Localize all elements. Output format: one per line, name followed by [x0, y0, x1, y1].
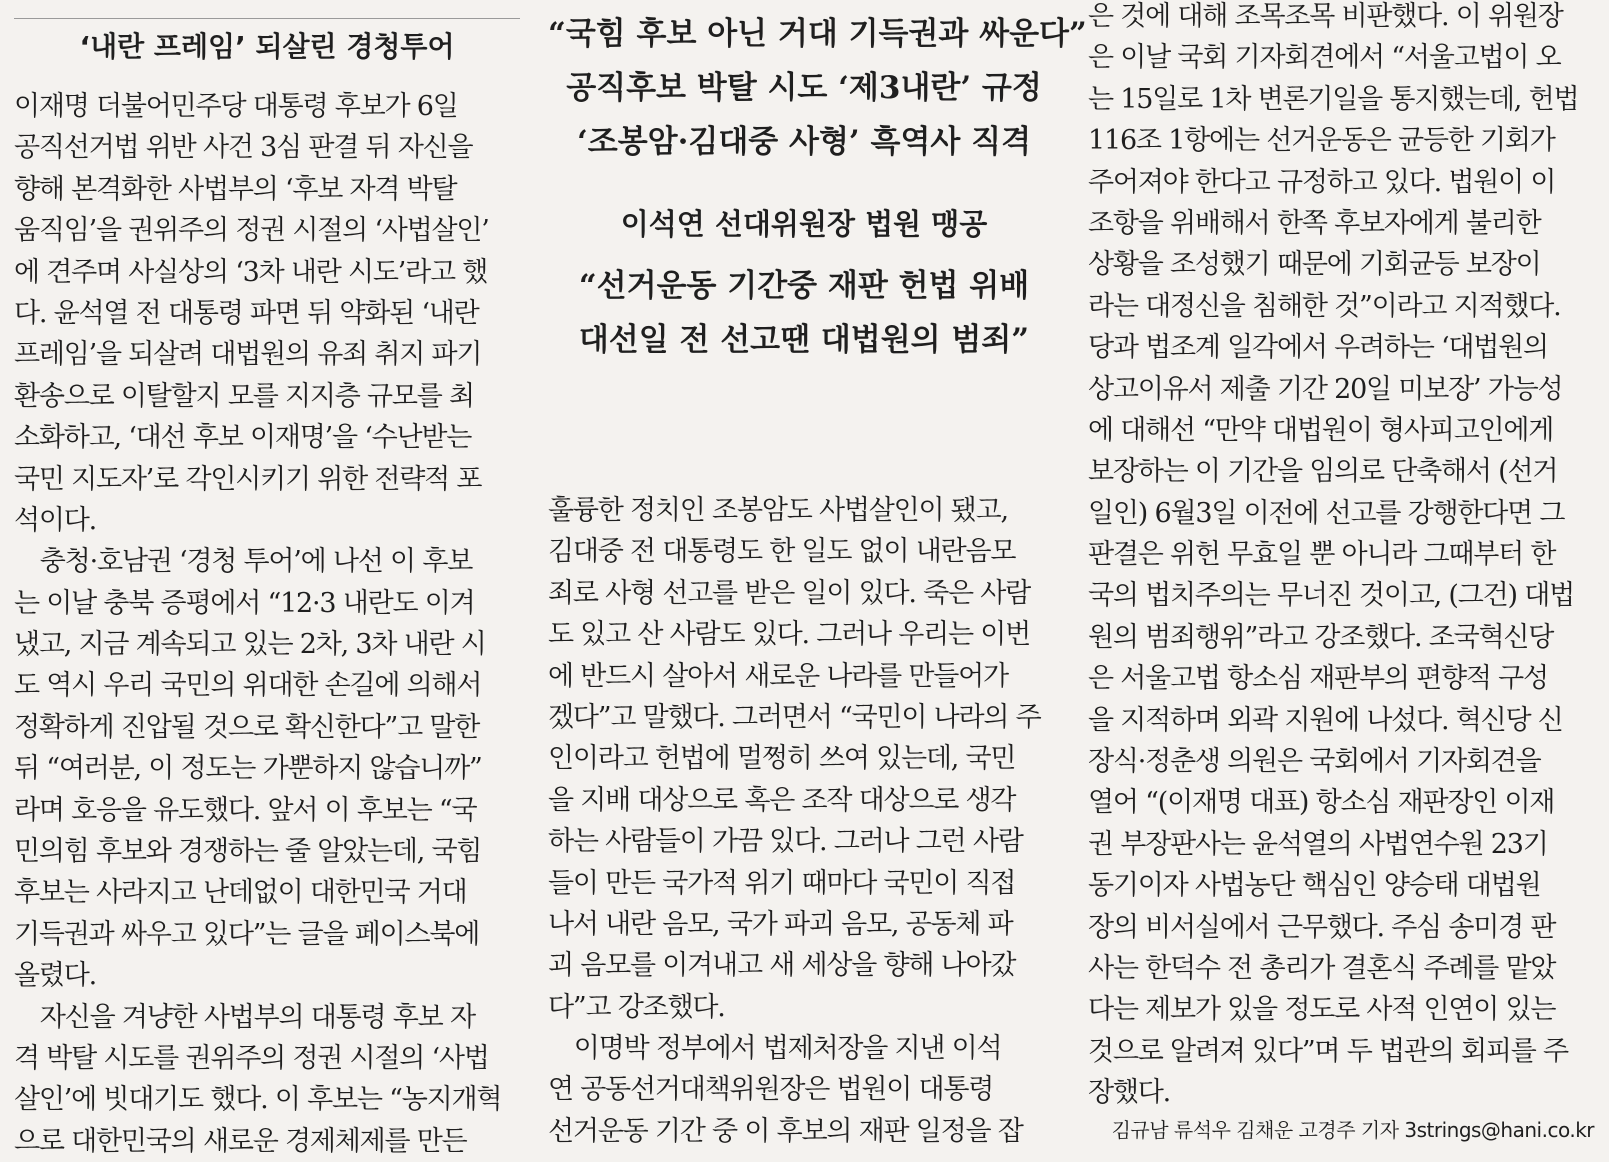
text-line: 들이 만든 국가적 위기 때마다 국민이 직접	[548, 867, 1016, 899]
text-line: 다”고 강조했다.	[548, 991, 725, 1023]
text-line: 괴 음모를 이겨내고 새 세상을 향해 나아갔	[548, 950, 1016, 982]
text-line: 에 대해선 “만약 대법원이 형사피고인에게	[1088, 414, 1554, 446]
text-line: 장식·정춘생 의원은 국회에서 기자회견을	[1088, 746, 1541, 778]
text-line: 국민 지도자’로 각인시키기 위한 전략적 포	[14, 463, 482, 495]
text-line: 기득권과 싸우고 있다”는 글을 페이스북에	[14, 918, 480, 950]
text-line: 충청·호남권 ‘경청 투어’에 나선 이 후보	[14, 546, 473, 578]
headline-quote-1: “선거운동 기간중 재판 헌법 위배	[578, 268, 1030, 304]
text-line: 인이라고 헌법에 멀쩡히 쓰여 있는데, 국민	[548, 743, 1016, 775]
text-line: 상고이유서 제출 기간 20일 미보장’ 가능성	[1088, 373, 1563, 405]
text-line: 훌륭한 정치인 조봉암도 사법살인이 됐고,	[548, 495, 1008, 526]
text-line: 에 견주며 사실상의 ‘3차 내란 시도’라고 했	[14, 256, 488, 288]
text-line: 장의 비서실에서 근무했다. 주심 송미경 판	[1088, 911, 1556, 943]
text-line: 조항을 위배해서 한쪽 후보자에게 불리한	[1088, 207, 1541, 239]
text-line: 원의 범죄행위”라고 강조했다. 조국혁신당	[1088, 621, 1554, 653]
headline-deck-1: “국힘 후보 아닌 거대 기득권과 싸운다”	[548, 16, 1087, 52]
byline: 김규남 류석우 김채운 고경주 기자 3strings@hani.co.kr	[1111, 1118, 1594, 1142]
text-line: 을 지배 대상으로 혹은 조작 대상으로 생각	[548, 784, 1016, 816]
top-rule	[14, 18, 520, 19]
text-line: 상황을 조성했기 때문에 기회균등 보장이	[1088, 249, 1541, 281]
text-line: 다는 제보가 있을 정도로 사적 인연이 있는	[1088, 994, 1556, 1026]
text-line: 죄로 사형 선고를 받은 일이 있다. 죽은 사람	[548, 577, 1031, 609]
text-line: 보장하는 이 기간을 임의로 단축해서 (선거	[1088, 456, 1558, 488]
text-line: 후보는 사라지고 난데없이 대한민국 거대	[14, 877, 467, 909]
text-line: 냈고, 지금 계속되고 있는 2차, 3차 내란 시	[14, 629, 486, 661]
text-line: 도 역시 우리 국민의 위대한 손길에 의해서	[14, 670, 482, 702]
text-line: 선거운동 기간 중 이 후보의 재판 일정을 잡	[548, 1115, 1023, 1147]
article-body-left	[14, 86, 520, 1162]
text-line: 으로 대한민국의 새로운 경제체제를 만든	[14, 1125, 467, 1157]
text-line: 은 서울고법 항소심 재판부의 편향적 구성	[1088, 663, 1548, 695]
text-line: 동기이자 사법농단 핵심인 양승태 대법원	[1088, 870, 1541, 902]
subheadline: ‘내란 프레임’ 되살린 경청투어	[79, 30, 455, 63]
text-line: 연 공동선거대책위원장은 법원이 대통령	[548, 1074, 994, 1106]
text-line: 민의힘 후보와 경쟁하는 줄 알았는데, 국힘	[14, 836, 482, 868]
text-line: 은 이날 국회 기자회견에서 “서울고법이 오	[1088, 42, 1561, 74]
text-line: 판결은 위헌 무효일 뿐 아니라 그때부터 한	[1088, 539, 1556, 571]
text-line: 정확하게 진압될 것으로 확신한다”고 말한	[14, 711, 480, 743]
text-line: 격 박탈 시도를 권위주의 정권 시절의 ‘사법	[14, 1042, 489, 1074]
text-line: 공직선거법 위반 사건 3심 판결 뒤 자신을	[14, 132, 473, 164]
text-line: 석이다.	[14, 504, 97, 536]
headline-deck-3: ‘조봉암·김대중 사형’ 흑역사 직격	[576, 124, 1032, 160]
text-line: 당과 법조계 일각에서 우려하는 ‘대법원의	[1088, 332, 1548, 364]
text-line: 소화하고, ‘대선 후보 이재명’을 ‘수난받는	[14, 422, 472, 454]
text-line: 라는 대정신을 침해한 것”이라고 지적했다.	[1088, 290, 1561, 322]
text-line: 는 15일로 1차 변론기일을 통지했는데, 헌법	[1088, 83, 1579, 115]
text-line: 는 이날 충북 증평에서 “12·3 내란도 이겨	[14, 587, 475, 619]
text-line: 에 반드시 살아서 새로운 나라를 만들어가	[548, 660, 1008, 692]
text-line: 권 부장판사는 윤석열의 사법연수원 23기	[1088, 828, 1548, 860]
text-line: 이명박 정부에서 법제처장을 지낸 이석	[548, 1033, 1002, 1065]
text-line: 나서 내란 음모, 국가 파괴 음모, 공동체 파	[548, 908, 1013, 940]
text-line: 일인) 6월3일 이전에 선고를 강행한다면 그	[1088, 497, 1565, 529]
text-line: 자신을 겨냥한 사법부의 대통령 후보 자	[14, 1001, 475, 1033]
text-line: 라며 호응을 유도했다. 앞서 이 후보는 “국	[14, 794, 477, 826]
text-line: 프레임’을 되살려 대법원의 유죄 취지 파기	[14, 339, 482, 371]
text-line: 이재명 더불어민주당 대통령 후보가 6일	[14, 91, 458, 122]
article-body-middle	[548, 490, 1060, 1152]
text-line: 도 있고 산 사람도 있다. 그러나 우리는 이번	[548, 619, 1031, 651]
text-line: 주어져야 한다고 규정하고 있다. 법원이 이	[1088, 166, 1556, 198]
text-line: 환송으로 이탈할지 모를 지지층 규모를 최	[14, 380, 474, 412]
headline-quote-2: 대선일 전 선고땐 대법원의 범죄”	[578, 322, 1030, 358]
text-line: 을 지적하며 외곽 지원에 나섰다. 혁신당 신	[1088, 704, 1563, 736]
text-line: 116조 1항에는 선거운동은 균등한 기회가	[1088, 125, 1555, 157]
text-line: 장했다.	[1088, 1077, 1171, 1109]
text-line: 은 것에 대해 조목조목 비판했다. 이 위원장	[1088, 1, 1563, 32]
text-line: 올렸다.	[14, 960, 97, 992]
text-line: 뒤 “여러분, 이 정도는 가뿐하지 않습니까”	[14, 753, 482, 785]
subheadline-2: 이석연 선대위원장 법원 맹공	[620, 207, 988, 241]
text-line: 김대중 전 대통령도 한 일도 없이 내란음모	[548, 536, 1016, 568]
text-line: 것으로 알려져 있다”며 두 법관의 회피를 주	[1088, 1035, 1568, 1067]
text-line: 다. 윤석열 전 대통령 파면 뒤 약화된 ‘내란	[14, 297, 479, 329]
text-line: 열어 “(이재명 대표) 항소심 재판장인 이재	[1088, 787, 1555, 819]
headline-deck-2: 공직후보 박탈 시도 ‘제3내란’ 규정	[566, 70, 1042, 106]
text-line: 움직임’을 권위주의 정권 시절의 ‘사법살인’	[14, 215, 489, 247]
text-line: 겠다”고 말했다. 그러면서 “국민이 나라의 주	[548, 701, 1041, 733]
text-line: 향해 본격화한 사법부의 ‘후보 자격 박탈	[14, 173, 457, 205]
text-line: 살인’에 빗대기도 했다. 이 후보는 “농지개혁	[14, 1084, 502, 1116]
text-line: 하는 사람들이 가끔 있다. 그러나 그런 사람	[548, 826, 1023, 858]
text-line: 국의 법치주의는 무너진 것이고, (그건) 대법	[1088, 580, 1574, 612]
text-line: 사는 한덕수 전 총리가 결혼식 주례를 맡았	[1088, 952, 1556, 984]
article-body-right	[1088, 0, 1594, 1114]
